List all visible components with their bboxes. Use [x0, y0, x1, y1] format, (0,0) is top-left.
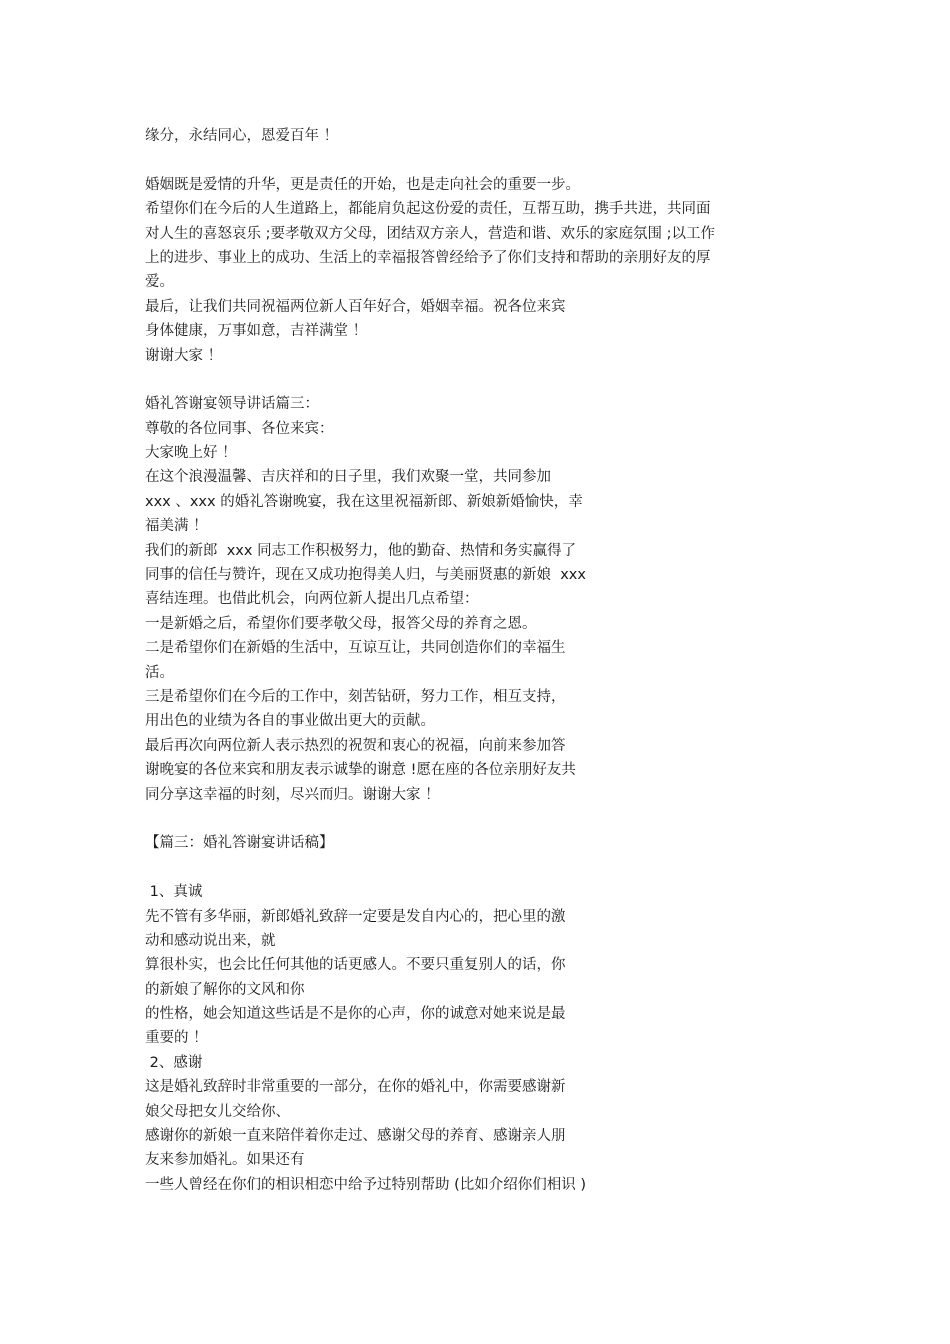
list-heading: 2、感谢 [145, 1054, 203, 1071]
text-line: 福美满 ！ [145, 518, 208, 535]
paragraph-spacer [145, 368, 815, 392]
paragraph-marriage-wishes [145, 173, 815, 368]
text-line: 感谢你的新娘一直来陪伴着你走过、感谢父母的养育、感谢亲人朋 [145, 1128, 566, 1145]
text-line: 我们的新郎 xxx 同志工作积极努力，他的勤奋、热情和务实赢得了 [145, 542, 577, 559]
text-line: 身体健康，万事如意，吉祥满堂 ！ [145, 323, 368, 340]
text-line: 上的进步、事业上的成功、生活上的幸福报答曾经给予了你们支持和帮助的亲朋好友的厚 [145, 249, 711, 266]
paragraph-closing-blessing [145, 124, 815, 148]
text-line: 重要的 ！ [145, 1030, 208, 1047]
text-line: 娘父母把女儿交给你、 [145, 1103, 290, 1120]
paragraph-spacer [145, 148, 815, 172]
text-line: 希望你们在今后的人生道路上，都能肩负起这份爱的责任，互帮互助，携手共进，共同面 [145, 201, 711, 218]
text-line: 缘分，永结同心，恩爱百年 ！ [145, 128, 339, 144]
text-line: 的新娘了解你的文风和你 [145, 981, 305, 998]
text-line: xxx 、xxx 的婚礼答谢晚宴，我在这里祝福新郎、新娘新婚愉快，幸 [145, 493, 583, 510]
text-line: 婚姻既是爱情的升华，更是责任的开始，也是走向社会的重要一步。 [145, 176, 580, 193]
text-line: 尊敬的各位同事、各位来宾： [145, 420, 334, 437]
text-line: 在这个浪漫温馨、吉庆祥和的日子里，我们欢聚一堂，共同参加 [145, 469, 551, 486]
text-line: 最后，让我们共同祝福两位新人百年好合，婚姻幸福。祝各位来宾 [145, 298, 566, 315]
text-line: 同分享这幸福的时刻，尽兴而归。谢谢大家 ！ [145, 786, 440, 803]
text-line: 动和感动说出来，就 [145, 932, 276, 949]
text-line: 算很朴实，也会比任何其他的话更感人。不要只重复别人的话，你 [145, 957, 566, 974]
text-line: 友来参加婚礼。如果还有 [145, 1152, 305, 1169]
section-title: 【篇三：婚礼答谢宴讲话稿】 [145, 835, 334, 852]
text-line: 爱。 [145, 274, 174, 291]
text-line: 大家晚上好 ！ [145, 445, 237, 462]
text-line: 对人生的喜怒哀乐 ;要孝敬双方父母，团结双方亲人，营造和谐、欢乐的家庭氛围 ;以工作 [145, 225, 715, 242]
list-heading: 1、真诚 [145, 884, 203, 901]
text-line: 同事的信任与赞许，现在又成功抱得美人归，与美丽贤惠的新娘 xxx [145, 567, 586, 584]
paragraph-spacer [145, 856, 815, 880]
text-line: 一些人曾经在你们的相识相恋中给予过特别帮助 (比如介绍你们相识 ) [145, 1176, 587, 1193]
paragraph-section-title [145, 831, 815, 855]
section-heading: 婚礼答谢宴领导讲话篇三： [145, 396, 319, 413]
text-line: 谢谢大家 ！ [145, 347, 223, 364]
text-line: 活。 [145, 664, 174, 681]
text-line: 的性格，她会知道这些话是不是你的心声，你的诚意对她来说是最 [145, 1006, 566, 1023]
paragraph-leader-speech [145, 392, 815, 807]
text-line: 谢晚宴的各位来宾和朋友表示诚挚的谢意 !愿在座的各位亲朋好友共 [145, 762, 576, 779]
text-line: 三是希望你们在今后的工作中，刻苦钻研，努力工作，相互支持， [145, 688, 566, 705]
text-line: 先不管有多华丽，新郎婚礼致辞一定要是发自内心的，把心里的激 [145, 908, 566, 925]
document-body [145, 124, 815, 1197]
text-line: 一是新婚之后，希望你们要孝敬父母，报答父母的养育之恩。 [145, 615, 537, 632]
paragraph-spacer [145, 807, 815, 831]
text-line: 这是婚礼致辞时非常重要的一部分，在你的婚礼中，你需要感谢新 [145, 1079, 566, 1096]
text-line: 用出色的业绩为各自的事业做出更大的贡献。 [145, 713, 435, 730]
text-line: 最后再次向两位新人表示热烈的祝贺和衷心的祝福，向前来参加答 [145, 737, 566, 754]
text-line: 喜结连理。也借此机会，向两位新人提出几点希望： [145, 591, 479, 608]
paragraph-speech-tips [145, 880, 815, 1197]
text-line: 二是希望你们在新婚的生活中，互谅互让，共同创造你们的幸福生 [145, 640, 566, 657]
